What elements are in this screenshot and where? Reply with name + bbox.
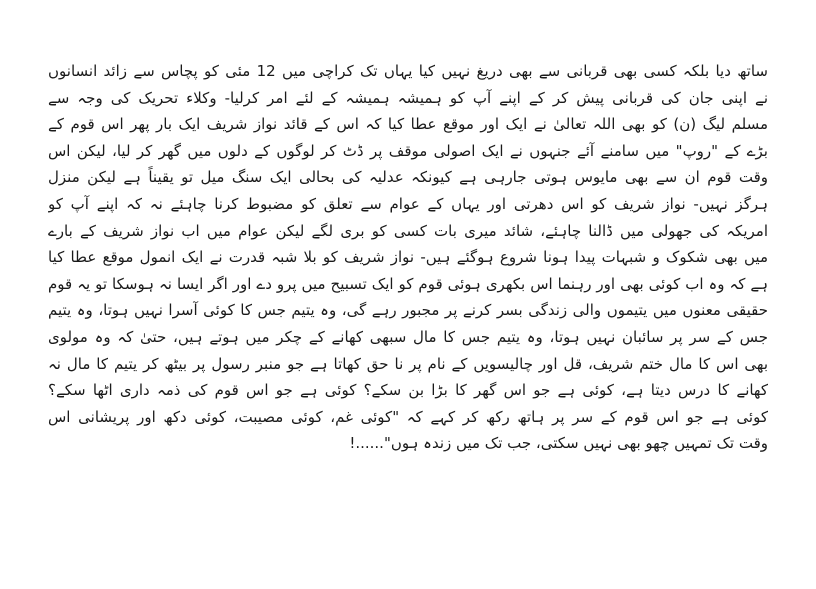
text-line: امریکہ کی جھولی میں ڈالنا چاہئے، شائد میری بات کسی کو بری لگے لیکن عوام میں اب نواز شریف کے بارے: [48, 221, 768, 240]
text-line: کھانے کا درس دیتا ہے، کوئی ہے جو اس گھر کا بڑا بن سکے؟ کوئی ہے جو اس قوم کی ذمہ داری اٹھا سکے؟: [48, 381, 768, 400]
text-line: حقیقی معنوں میں یتیموں والی زندگی بسر کرنے پر مجبور رہے گی، وہ یتیم جس کا کوئی آسرا نہیں ہوتا، وہ یتیم: [48, 301, 768, 320]
text-line: میں بھی شکوک و شبہات پیدا ہونا شروع ہوگئے ہیں- نواز شریف کو بلا شبہ قدرت نے ایک انمول موقع عطا کیا: [48, 248, 768, 267]
text-line: نے اپنی جان کی قربانی پیش کر کے اپنے آپ کو ہمیشہ ہمیشہ کے لئے امر کرلیا- وکلاء تحریک کی وجہ سے: [48, 88, 768, 107]
document-page: [48, 58, 768, 457]
text-line: کوئی ہے جو اس قوم کے سر پر ہاتھ رکھ کر کہے کہ "کوئی غم، کوئی مصیبت، کوئی دکھ اور پریشانی اس: [48, 407, 768, 426]
text-line: مسلم لیگ (ن) کو بھی اللہ تعالیٰ نے ایک اور موقع عطا کیا کہ اس کے قائد نواز شریف ایک بار پھر اس قوم کے: [48, 115, 768, 134]
text-line: وقت قوم ان سے بھی مایوس ہوتی جارہی ہے کیونکہ عدلیہ کی بحالی ایک سنگ میل تو یقیناً ہے لیکن منزل: [48, 168, 768, 187]
text-line: جس کے سر پر سائبان نہیں ہوتا، وہ یتیم جس کا مال سبھی کھانے کے چکر میں ہوتے ہیں، حتیٰ کہ وہ مولوی: [48, 327, 768, 346]
text-line: بھی اس کا مال ختم شریف، قل اور چالیسویں کے نام پر نا حق کھاتا ہے جو منبر رسول پر بیٹھ کر یتیم کا مال نہ: [48, 354, 768, 373]
text-line: ساتھ دیا بلکہ کسی بھی قربانی سے بھی دریغ نہیں کیا یہاں تک کراچی میں 12 مئی کو پچاس سے زائد انسانوں: [48, 62, 768, 80]
text-line-last: وقت تک تمہیں چھو بھی نہیں سکتی، جب تک میں زندہ ہوں"......!: [349, 434, 768, 453]
text-line: ہے کہ وہ اب کوئی بھی اور رہنما اس بکھری ہوئی قوم کو ایک تسبیح میں پرو دے اور اگر ایسا نہ ہوسکا تو یہ قوم: [48, 274, 768, 293]
text-line: ہرگز نہیں- نواز شریف کو اس دھرتی اور یہاں کے عوام سے تعلق کو مضبوط کرنا چاہئے نہ کہ اپنے آپ کو: [48, 194, 768, 213]
text-line: بڑے کے "روپ" میں سامنے آئے جنہوں نے ایک اصولی موقف پر ڈٹ کر لوگوں کے دلوں میں گھر کر لیا، لیکن اس: [48, 141, 768, 160]
